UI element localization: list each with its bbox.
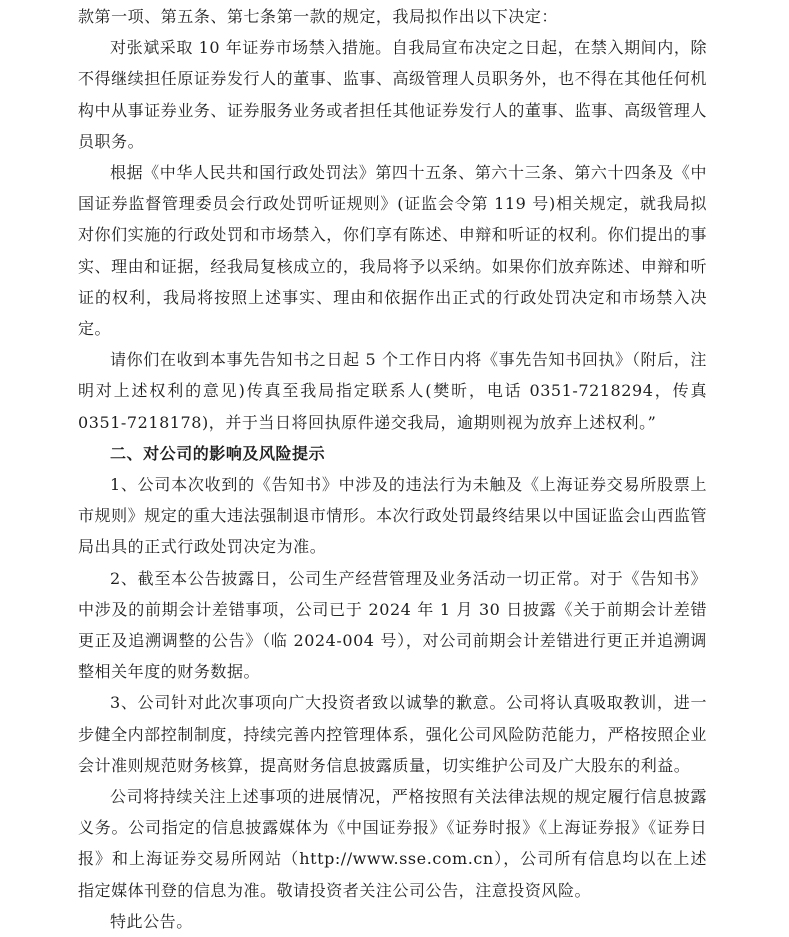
paragraph-disclosure-media: 公司将持续关注上述事项的进展情况，严格按照有关法律法规的规定履行信息披露义务。公司指定的信息披露媒体为《中国证券报》《证券时报》《上海证券报》《证券日报》和上海证券交易所网站（http://www.sse.com.cn），公司所有信息均以在上述指定媒体刊登的信息为准。敬请投资者关注公司公告，注意投资风险。: [78, 787, 707, 900]
paragraph-item-3-apology-internal-control: 3、公司针对此次事项向广大投资者致以诚挚的歉意。公司将认真吸取教训，进一步健全内部控制制度，持续完善内控管理体系，强化公司风险防范能力，严格按照企业会计准则规范财务核算，提高财务信息披露质量，切实维护公司及广大股东的利益。: [78, 693, 707, 775]
paragraph-market-ban-decision: 对张斌采取 10 年证券市场禁入措施。自我局宣布决定之日起，在禁入期间内，除不得继续担任原证券发行人的董事、监事、高级管理人员职务外，也不得在其他任何机构中从事证券业务、证券服务业务或者担任其他证券发行人的董事、监事、高级管理人员职务。: [78, 38, 707, 151]
paragraph-legal-basis-hearing-rights: 根据《中华人民共和国行政处罚法》第四十五条、第六十三条、第六十四条及《中国证券监督管理委员会行政处罚听证规则》(证监会令第 119 号)相关规定，就我局拟对你们实施的行政处罚和市场禁入，你们享有陈述、申辩和听证的权利。你们提出的事实、理由和证据，经我局复核成立的，我局将予以采纳。如果你们放弃陈述、申辩和听证的权利，我局将按照上述事实、理由和依据作出正式的行政处罚决定和市场禁入决定。: [78, 163, 707, 339]
paragraph-closing-announcement: 特此公告。: [110, 911, 193, 931]
section-heading-impact-and-risk: 二、对公司的影响及风险提示: [110, 443, 326, 463]
paragraph-reply-receipt-instructions: 请你们在收到本事先告知书之日起 5 个工作日内将《事先告知书回执》（附后，注明对上述权利的意见)传真至我局指定联系人(樊昕，电话 0351-7218294，传真 0351-7218178)，并于当日将回执原件递交我局，逾期则视为放弃上述权利。”: [78, 350, 707, 432]
paragraph-item-2-accounting-correction: 2、截至本公告披露日，公司生产经营管理及业务活动一切正常。对于《告知书》中涉及的前期会计差错事项，公司已于 2024 年 1 月 30 日披露《关于前期会计差错更正及追溯调整的公告》（临 2024-004 号），对公司前期会计差错进行更正并追溯调整相关年度的财务数据。: [78, 568, 707, 682]
paragraph-item-1-no-delisting: 1、公司本次收到的《告知书》中涉及的违法行为未触及《上海证券交易所股票上市规则》规定的重大违法强制退市情形。本次行政处罚最终结果以中国证监会山西监管局出具的正式行政处罚决定为准。: [78, 475, 707, 557]
paragraph-decision-intro: 款第一项、第五条、第七条第一款的规定，我局拟作出以下决定：: [78, 7, 558, 26]
